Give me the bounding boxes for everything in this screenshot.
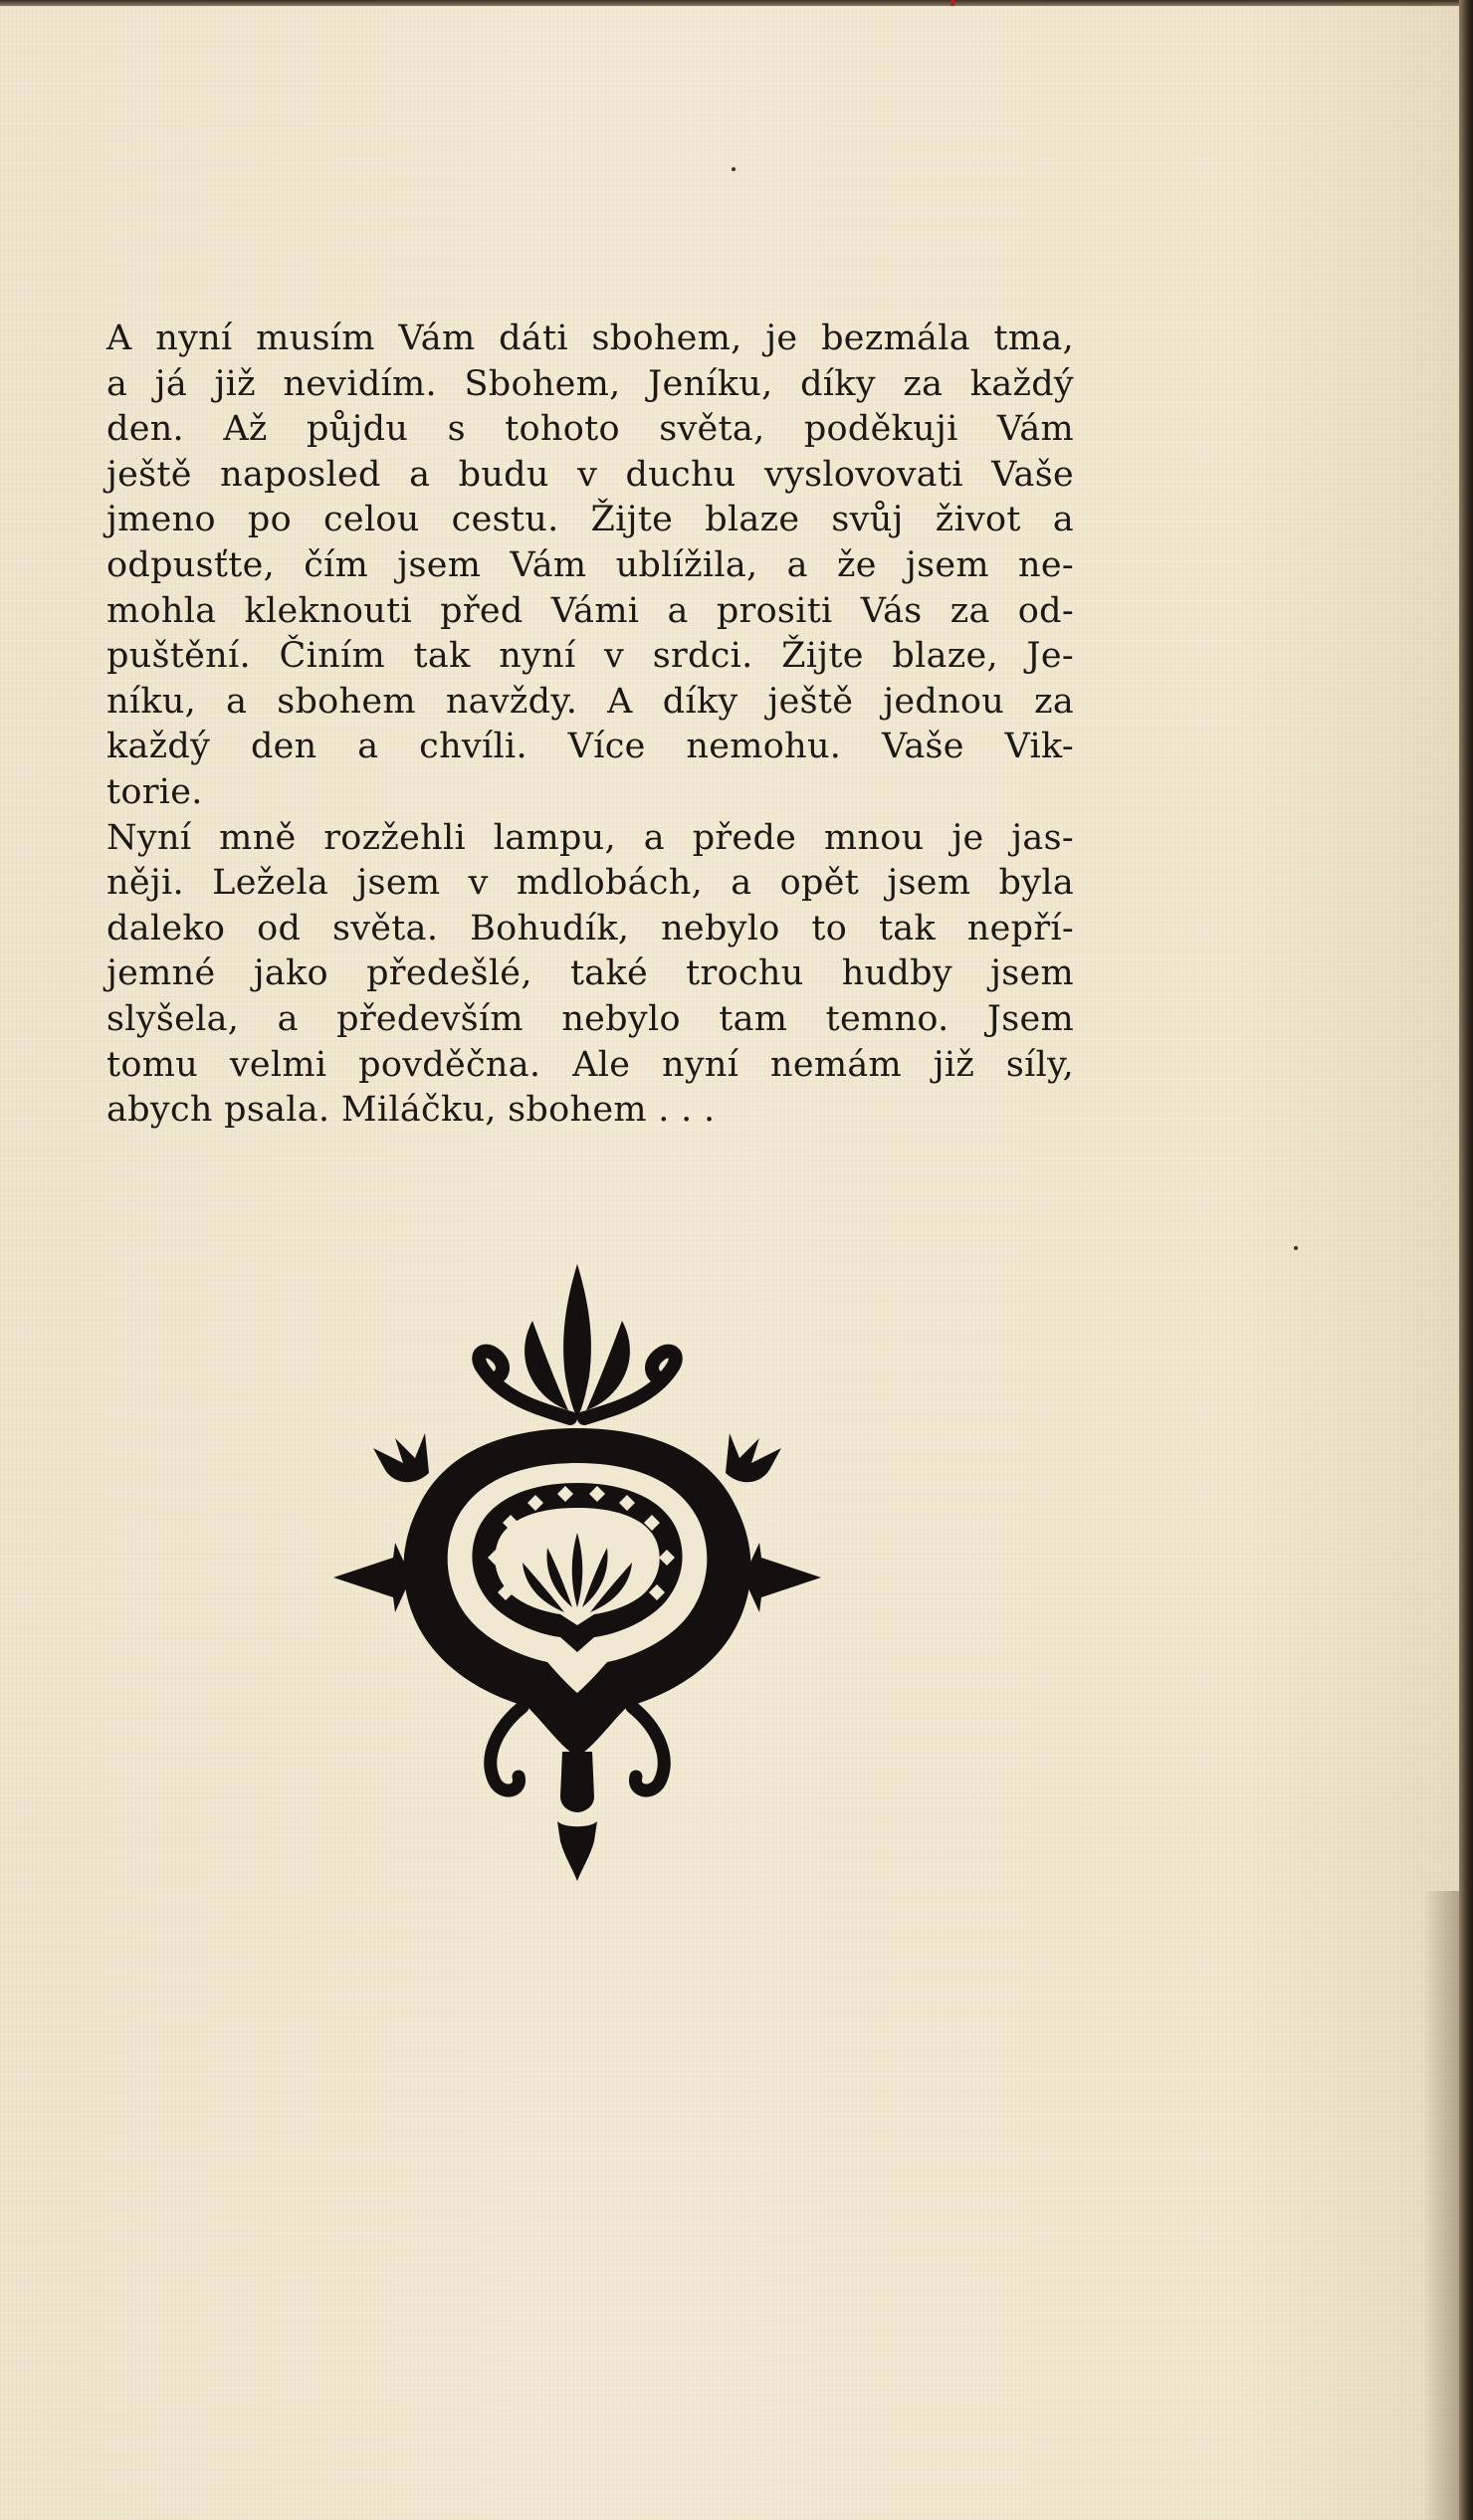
- text-line: každý den a chvíli. Více nemohu. Vaše Vik-: [106, 727, 1074, 767]
- text-line: A nyní musím Vám dáti sbohem, je bezmála tma,: [106, 318, 1074, 358]
- text-line: tomu velmi povděčna. Ale nyní nemám již síly,: [106, 1044, 1074, 1085]
- text-line: něji. Ležela jsem v mdlobách, a opět jsem byla: [106, 863, 1074, 904]
- text-line: jemné jako předešlé, také trochu hudby jsem: [106, 953, 1074, 994]
- page-edge-shadow: [1423, 1891, 1463, 2520]
- text-line: níku, a sbohem navždy. A díky ještě jednou za: [106, 681, 1074, 722]
- page-right-edge: [1459, 0, 1473, 2520]
- page-top-edge: [0, 0, 1473, 6]
- text-line: ještě naposled a budu v duchu vyslovovati Vaše: [106, 454, 1074, 495]
- text-line: odpusťte, čím jsem Vám ublížila, a že jsem ne-: [106, 544, 1074, 585]
- letter-text: [106, 316, 1074, 1134]
- fleuron-ornament-icon: [333, 1259, 821, 1886]
- text-line: abych psala. Miláčku, sbohem . . .: [106, 1090, 716, 1131]
- text-line: daleko od světa. Bohudík, nebylo to tak nepří-: [106, 908, 1074, 948]
- paragraph-1: [106, 316, 1074, 816]
- paragraph-2: [106, 816, 1074, 1134]
- paper-speck: [732, 167, 736, 171]
- text-line: puštění. Činím tak nyní v srdci. Žijte blaze, Je-: [106, 636, 1074, 677]
- text-line: mohla kleknouti před Vámi a prositi Vás za od-: [106, 590, 1074, 631]
- text-line: a já již nevidím. Sbohem, Jeníku, díky za každý: [106, 363, 1074, 404]
- text-line: slyšela, a především nebylo tam temno. Jsem: [106, 998, 1074, 1039]
- text-line: den. Až půjdu s tohoto světa, poděkuji Vám: [106, 409, 1074, 450]
- text-line: Nyní mně rozžehli lampu, a přede mnou je jas-: [106, 817, 1074, 858]
- paper-speck: [1294, 1246, 1298, 1250]
- text-line: torie.: [106, 771, 203, 812]
- text-line: jmeno po celou cestu. Žijte blaze svůj život a: [106, 500, 1074, 540]
- red-bookmark-mark: [950, 0, 954, 6]
